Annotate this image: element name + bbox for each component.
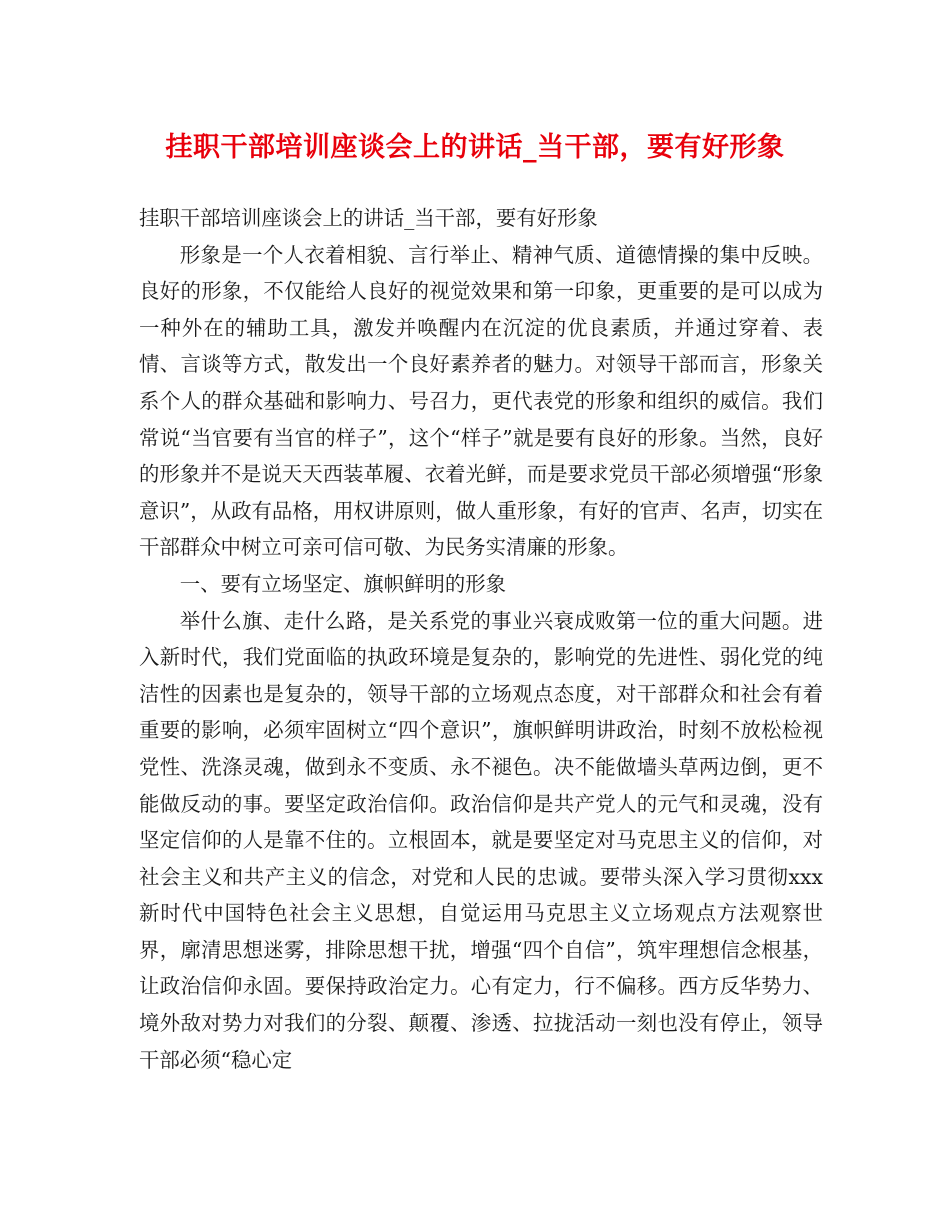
- document-title: 挂职干部培训座谈会上的讲话_当干部，要有好形象: [165, 132, 785, 163]
- body-paragraph-intro: 形象是一个人衣着相貌、言行举止、精神气质、道德情操的集中反映。良好的形象，不仅能给人良好的视觉效果和第一印象，更重要的是可以成为一种外在的辅助工具，激发并唤醒内在沉淀的优良素质，并通过穿着、表情、言谈等方式，散发出一个良好素养者的魅力。对领导干部而言，形象关系个人的群众基础和影响力、号召力，更代表党的形象和组织的威信。我们常说“当官要有当官的样子”，这个“样子”就是要有良好的形象。当然，良好的形象并不是说天天西装革履、衣着光鲜，而是要求党员干部必须增强“形象意识”，从政有品格，用权讲原则，做人重形象，有好的官声、名声，切实在干部群众中树立可亲可信可敬、为民务实清廉的形象。: [139, 242, 823, 560]
- section-heading-1: 一、要有立场坚定、旗帜鲜明的形象: [179, 571, 507, 596]
- document-body: [139, 200, 823, 1078]
- body-paragraph-section-1: 举什么旗、走什么路，是关系党的事业兴衰成败第一位的重大问题。进入新时代，我们党面临的执政环境是复杂的，影响党的先进性、弱化党的纯洁性的因素也是复杂的，领导干部的立场观点态度，对干部群众和社会有着重要的影响，必须牢固树立“四个意识”，旗帜鲜明讲政治，时刻不放松检视党性、洗涤灵魂，做到永不变质、永不褪色。决不能做墙头草两边倒，更不能做反动的事。要坚定政治信仰。政治信仰是共产党人的元气和灵魂，没有坚定信仰的人是靠不住的。立根固本，就是要坚定对马克思主义的信仰，对社会主义和共产主义的信念，对党和人民的忠诚。要带头深入学习贯彻xxx新时代中国特色社会主义思想，自觉运用马克思主义立场观点方法观察世界，廓清思想迷雾，排除思想干扰，增强“四个自信”，筑牢理想信念根基，让政治信仰永固。要保持政治定力。心有定力，行不偏移。西方反华势力、境外敌对势力对我们的分裂、颠覆、渗透、拉拢活动一刻也没有停止，领导干部必须“稳心定: [139, 608, 823, 1072]
- body-paragraph-subtitle: 挂职干部培训座谈会上的讲话_当干部，要有好形象: [139, 206, 598, 230]
